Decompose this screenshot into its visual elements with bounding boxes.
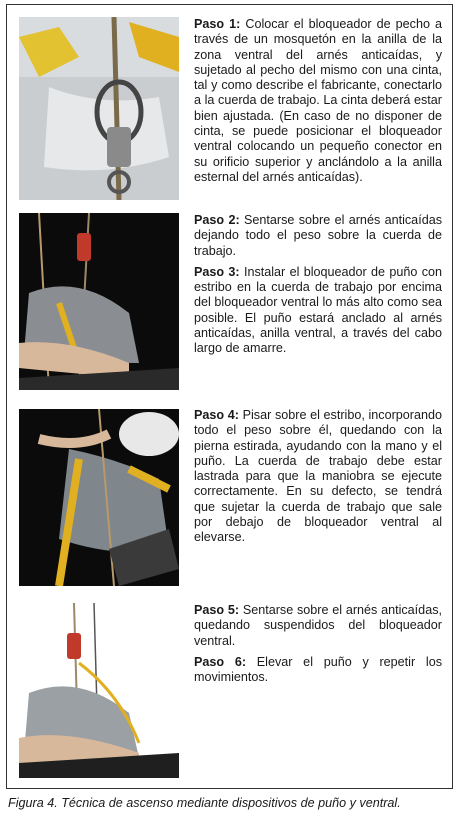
step-label: Paso 4: [194,408,239,422]
step-2-3-text [194,213,442,363]
step-description: Sentarse sobre el arnés anticaídas dejando todo el peso sobre la cuerda de trabajo. [194,213,442,258]
photo-step-4 [19,409,179,586]
step-description: Sentarse sobre el arnés anticaídas, quedando suspendidos del bloqueador ventral. [194,603,442,648]
step-5-6-text [194,603,442,691]
figure-frame [6,4,453,789]
photo-step-5-6 [19,603,179,778]
step-4-text [194,408,442,552]
step-description: Instalar el bloqueador de puño con estribo en la cuerda de trabajo por encima del bloqueador ventral lo más alto como sea posible. El puño estará anclado al arnés anticaídas, anilla ventral, a través del cabo largo de amarre. [194,264,442,356]
photo-step-1 [19,17,179,200]
figure-caption: Figura 4. Técnica de ascenso mediante dispositivos de puño y ventral. [8,796,401,810]
step-label: Paso 6: [194,654,247,669]
step-description: Elevar el puño y repetir los movimientos. [194,654,442,685]
step-description: Pisar sobre el estribo, incorporando todo el peso sobre él, quedando con la pierna estirada, ayudando con la mano y el puño. La cuerda de trabajo debe estar lastrada para que la maniobra se ejecute correctamente. En su defecto, se tendrá que sujetar la cuerda de trabajo que sale por debajo de bloqueador ventral al elevarse. [194,408,442,545]
step-label: Paso 3: [194,264,240,279]
step-label: Paso 1: [194,17,241,31]
photo-step-2-3 [19,213,179,390]
step-description: Colocar el bloqueador de pecho a través de un mosquetón en la anilla de la zona ventral del arnés anticaídas, y sujetado al pecho del mismo con una cinta, tal y como describe el fabricante, conectarlo a la cuerda de trabajo. La cinta deberá estar bien ajustada. (En caso de no disponer de cinta, se puede posicionar el bloqueador ventral colocando un pequeño conector en su orificio superior y anclándolo a la anilla esternal del arnés anticaídas). [194,17,443,184]
step-1-text [194,17,442,191]
step-label: Paso 5: [194,603,240,617]
step-label: Paso 2: [194,213,240,227]
